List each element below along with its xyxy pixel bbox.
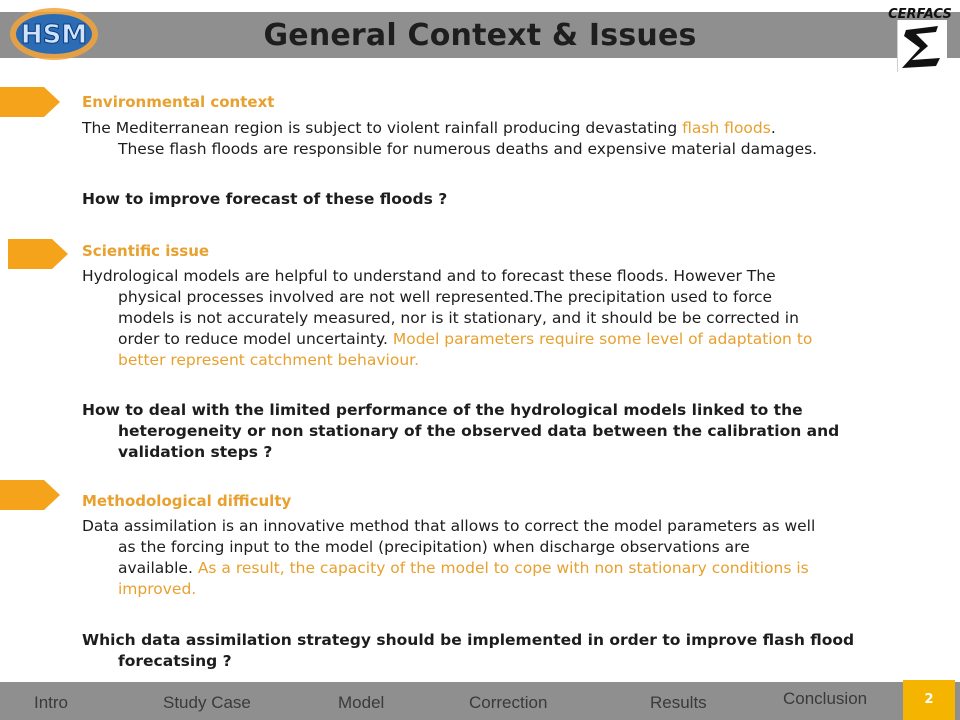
cerfacs-logo [884, 2, 956, 74]
environmental-question: How to improve forecast of these floods ? [82, 190, 448, 208]
methodological-paragraph: Data assimilation is an innovative method that allows to correct the model parameters as well as the forcing input to the model (precipitation) when discharge observations are available. As a result, the capacity of the model to cope with non stationary conditions is improved. [82, 517, 816, 598]
section-title-environmental: Environmental context [82, 93, 275, 111]
nav-intro[interactable]: Intro [34, 693, 69, 712]
scientific-question: How to deal with the limited performance of the hydrological models linked to the heterogeneity or non stationary of the observed data between the calibration and validation steps ? [82, 401, 840, 461]
methodological-question: Which data assimilation strategy should be implemented in order to improve flash flood forecatsing ? [82, 631, 855, 670]
section-title-scientific: Scientific issue [82, 242, 210, 260]
svg-text:CERFACS: CERFACS [888, 7, 952, 22]
hsm-logo [6, 0, 102, 64]
section-arrow-icon [0, 87, 60, 117]
svg-text:HSM: HSM [20, 20, 88, 50]
nav-results[interactable]: Results [650, 693, 707, 712]
nav-correction[interactable]: Correction [469, 693, 548, 712]
nav-conclusion[interactable]: Conclusion [783, 689, 868, 708]
environmental-paragraph: The Mediterranean region is subject to violent rainfall producing devastating flash floods. These flash floods are responsible for numerous deaths and expensive material damages. [82, 119, 818, 158]
section-title-methodological: Methodological difficulty [82, 492, 292, 510]
page-title: General Context & Issues [263, 18, 697, 53]
scientific-paragraph: Hydrological models are helpful to understand and to forecast these floods. However The physical processes involved are not well represented.The precipitation used to force models is not accurately measured, nor is it stationary, and it should be be corrected in order to reduce model uncertainty. Model parameters require some level of adaptation to better represent catchment behaviour. [82, 267, 813, 369]
section-arrow-icon [8, 239, 68, 269]
page-number-badge: 2 [903, 680, 955, 720]
section-arrow-icon [0, 480, 60, 510]
nav-model[interactable]: Model [338, 693, 385, 712]
nav-study-case[interactable]: Study Case [163, 693, 251, 712]
